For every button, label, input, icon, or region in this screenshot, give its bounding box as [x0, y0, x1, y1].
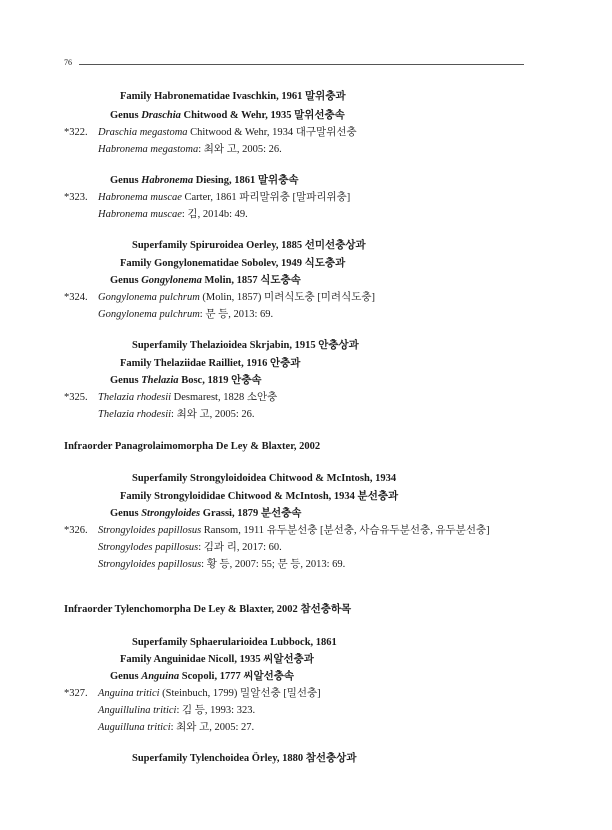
authority: (Molin, 1857) [202, 292, 262, 303]
genus-heading [110, 507, 301, 520]
synonym-name: Habronema muscae [98, 209, 182, 220]
taxon-name: Infraorder Tylenchomorpha De Ley & Blaxter, 2002 [64, 604, 298, 615]
infraorder-heading [64, 603, 351, 616]
superfamily-heading [132, 752, 356, 765]
reference: : 김 등, 1993: 323. [176, 705, 256, 716]
species-name: Habronema muscae [98, 192, 182, 203]
synonym-name: Thelazia rhodesii [98, 409, 172, 420]
header-rule [79, 64, 524, 65]
korean-name: 식도충속 [260, 275, 301, 286]
reference: : 최와 고, 2005: 26. [198, 144, 282, 155]
species-entry [64, 191, 350, 204]
korean-name: 소안충 [246, 392, 278, 403]
synonym-reference [98, 308, 273, 321]
entry-number: *324. [64, 292, 88, 303]
species-name: Gongylonema pulchrum [98, 292, 200, 303]
genus-heading [110, 274, 301, 287]
korean-name: 미려식도충 [미려식도충] [263, 292, 376, 303]
authority: (Steinbuch, 1799) [162, 688, 238, 699]
species-name: Strongyloides papillosus [98, 525, 202, 536]
genus-name: Anguina [141, 671, 180, 682]
synonym-reference [98, 143, 282, 156]
synonym-reference [98, 721, 254, 734]
rank: Genus [110, 375, 139, 386]
rank: Genus [110, 671, 139, 682]
authority: Scopoli, 1777 [181, 671, 241, 682]
entry-number: *325. [64, 392, 88, 403]
reference: : 김, 2014b: 49. [181, 209, 248, 220]
genus-name: Draschia [141, 110, 181, 121]
family-heading [120, 357, 300, 370]
superfamily-heading [132, 636, 337, 649]
synonym-name: Gongylonema pulchrum [98, 309, 200, 320]
synonym-reference [98, 541, 282, 554]
taxon-name: Superfamily Tylenchoidea Örley, 1880 [132, 753, 304, 764]
synonym-name: Strongyloides papillosus [98, 559, 202, 570]
rank: Genus [110, 110, 139, 121]
taxon-name: Superfamily Strongyloidoidea Chitwood & McIntosh, 1934 [132, 473, 397, 484]
authority: Diesing, 1861 [195, 175, 256, 186]
korean-name: 선미선충상과 [304, 240, 366, 251]
species-entry [64, 687, 321, 700]
authority: Grassi, 1879 [202, 508, 259, 519]
authority: Molin, 1857 [204, 275, 258, 286]
species-name: Anguina tritici [98, 688, 160, 699]
genus-heading [110, 109, 345, 122]
korean-name: 분선충과 [357, 491, 399, 502]
synonym-reference [98, 408, 255, 421]
species-entry [64, 126, 357, 139]
family-heading [120, 653, 314, 666]
reference: : 황 등, 2007: 55; 문 등, 2013: 69. [201, 559, 346, 570]
taxon-name: Infraorder Panagrolaimomorpha De Ley & Blaxter, 2002 [64, 441, 321, 452]
genus-heading [110, 670, 294, 683]
genus-heading [110, 374, 262, 387]
taxon-name: Superfamily Sphaerularioidea Lubbock, 1861 [132, 637, 337, 648]
taxon-name: Family Gongylonematidae Sobolev, 1949 [120, 258, 303, 269]
taxon-name: Family Strongyloididae Chitwood & McIntosh, 1934 [120, 491, 355, 502]
entry-number: *323. [64, 192, 88, 203]
genus-name: Strongyloides [141, 508, 201, 519]
authority: Chitwood & Wehr, 1935 [183, 110, 292, 121]
reference: : 최와 고, 2005: 27. [170, 722, 255, 733]
genus-name: Gongylonema [141, 275, 202, 286]
entry-number: *327. [64, 688, 88, 699]
page-number: 76 [64, 58, 72, 67]
korean-name: 안충상과 [318, 340, 359, 351]
korean-name: 씨알선충과 [263, 654, 314, 665]
authority: Bosc, 1819 [181, 375, 229, 386]
korean-name: 분선충속 [260, 508, 302, 519]
synonym-name: Strongylodes papillosus [98, 542, 199, 553]
reference: : 문 등, 2013: 69. [199, 309, 274, 320]
synonym-reference [98, 208, 248, 221]
entry-number: *326. [64, 525, 88, 536]
rank: Genus [110, 508, 139, 519]
synonym-reference [98, 704, 255, 717]
species-name: Thelazia rhodesii [98, 392, 172, 403]
taxon-name: Superfamily Spiruroidea Oerley, 1885 [132, 240, 303, 251]
family-heading [120, 257, 345, 270]
family-heading [120, 90, 346, 103]
authority: Ransom, 1911 [203, 525, 265, 536]
genus-name: Thelazia [141, 375, 179, 386]
species-entry [64, 524, 490, 537]
superfamily-heading [132, 339, 359, 352]
taxon-name: Family Thelaziidae Railliet, 1916 [120, 358, 268, 369]
synonym-reference [98, 558, 345, 571]
authority: Chitwood & Wehr, 1934 [190, 127, 294, 138]
species-name: Draschia megastoma [98, 127, 188, 138]
rank: Genus [110, 175, 139, 186]
taxon-name: Family Habronematidae Ivaschkin, 1961 [120, 91, 303, 102]
taxon-name: Superfamily Thelazioidea Skrjabin, 1915 [132, 340, 316, 351]
korean-name: 말위충과 [305, 91, 346, 102]
reference: : 최와 고, 2005: 26. [171, 409, 255, 420]
korean-name: 대구말위선충 [295, 127, 357, 138]
rank: Genus [110, 275, 139, 286]
korean-name: 말위충속 [257, 175, 299, 186]
korean-name: 참선충상과 [305, 753, 357, 764]
species-entry [64, 291, 375, 304]
korean-name: 씨알선충속 [243, 671, 295, 682]
reference: : 김과 리, 2017: 60. [198, 542, 282, 553]
genus-heading [110, 174, 298, 187]
korean-name: 안충과 [270, 358, 301, 369]
korean-name: 말위선충속 [294, 110, 345, 121]
korean-name: 파리말위충 [말파리위충] [239, 192, 351, 203]
synonym-name: Anguillulina tritici [98, 705, 177, 716]
entry-number: *322. [64, 127, 88, 138]
family-heading [120, 490, 398, 503]
synonym-name: Habronema megastoma [98, 144, 199, 155]
superfamily-heading [132, 239, 366, 252]
authority: Carter, 1861 [184, 192, 237, 203]
korean-name: 참선충하목 [300, 604, 352, 615]
korean-name: 밀알선충 [밀선충] [240, 688, 321, 699]
korean-name: 안충속 [231, 375, 262, 386]
authority: Desmarest, 1828 [173, 392, 245, 403]
infraorder-heading [64, 440, 320, 453]
korean-name: 유두분선충 [분선충, 사슴유두분선충, 유두분선충] [266, 525, 490, 536]
taxon-name: Family Anguinidae Nicoll, 1935 [120, 654, 261, 665]
species-entry [64, 391, 277, 404]
korean-name: 식도충과 [304, 258, 346, 269]
superfamily-heading [132, 472, 396, 485]
genus-name: Habronema [141, 175, 194, 186]
synonym-name: Auguilluna tritici [98, 722, 171, 733]
